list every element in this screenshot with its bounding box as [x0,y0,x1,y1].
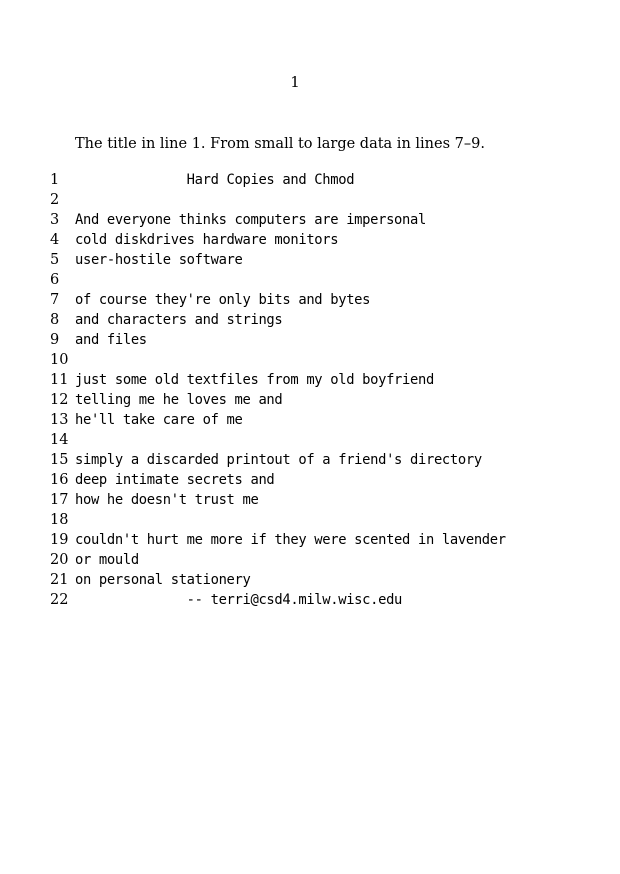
intro-text: The title in line 1. From small to large data in lines 7–9. [75,136,485,152]
line-text: and characters and strings [75,312,283,328]
line-number: 8 [50,312,60,328]
line-number: 9 [50,332,60,348]
line-number: 19 [50,532,69,548]
line-number: 20 [50,552,69,568]
line-number: 1 [50,172,60,188]
line-number: 13 [50,412,69,428]
line-text: Hard Copies and Chmod [75,172,355,188]
line-number: 10 [50,352,69,368]
line-number: 16 [50,472,69,488]
line-number: 17 [50,492,69,508]
line-text: -- terri@csd4.milw.wisc.edu [75,592,403,608]
line-text: on personal stationery [75,572,251,588]
line-number: 5 [50,252,60,268]
line-number: 21 [50,572,69,588]
line-number: 4 [50,232,60,248]
line-number: 6 [50,272,60,288]
line-text: cold diskdrives hardware monitors [75,232,339,248]
line-text: telling me he loves me and [75,392,283,408]
line-number: 14 [50,432,69,448]
line-text: And everyone thinks computers are impersonal [75,212,426,228]
line-text: couldn't hurt me more if they were scented in lavender [75,532,506,548]
line-number: 11 [50,372,69,388]
line-text: how he doesn't trust me [75,492,259,508]
line-text: deep intimate secrets and [75,472,275,488]
line-number: 3 [50,212,60,228]
line-text: he'll take care of me [75,412,243,428]
line-number: 12 [50,392,69,408]
line-text: and files [75,332,147,348]
page-number: 1 [290,73,300,91]
line-text: of course they're only bits and bytes [75,292,371,308]
line-text: just some old textfiles from my old boyfriend [75,372,434,388]
line-number: 7 [50,292,60,308]
line-number: 15 [50,452,69,468]
line-text: or mould [75,552,139,568]
line-number: 22 [50,592,69,608]
line-text: user-hostile software [75,252,243,268]
line-text: simply a discarded printout of a friend's directory [75,452,482,468]
line-number: 2 [50,192,60,208]
line-number: 18 [50,512,69,528]
